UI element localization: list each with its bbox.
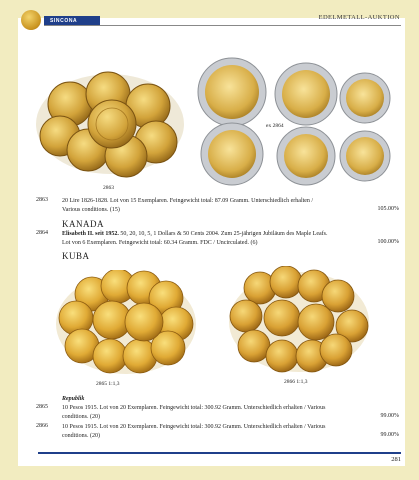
lot-2865-image-label: 2865 1:1,3: [96, 381, 120, 387]
lot-2865-coin-pile-image: [52, 270, 200, 376]
section-title-kuba: KUBA: [62, 251, 90, 261]
lot-2863-image-label: 2863: [103, 185, 114, 191]
lot-2865-number: 2865: [36, 404, 48, 410]
lot-2866-description-line2: conditions. (20): [62, 433, 100, 439]
page-frame-left: [0, 0, 18, 480]
lot-2865-description-line2: conditions. (20): [62, 414, 100, 420]
lot-2864-description-line1: [62, 230, 372, 239]
lot-2864-number: 2864: [36, 230, 48, 236]
lot-2866-percent: 99.00%: [380, 432, 399, 438]
lot-2864-maple-coins-image: [194, 56, 394, 186]
lot-2866-description-line1: 10 Pesos 1915. Lot von 20 Exemplaren. Feingewicht total: 300.92 Gramm. Unterschiedlich erhalten / Various: [62, 424, 326, 430]
lot-2865-description-line1: 10 Pesos 1915. Lot von 20 Exemplaren. Feingewicht total: 300.92 Gramm. Unterschiedlich erhalten / Various: [62, 405, 326, 411]
footer-divider: [38, 452, 401, 454]
lot-2865-percent: 99.00%: [380, 413, 399, 419]
lot-2863-percent: 105.00%: [377, 206, 399, 212]
brand-label: SINCONA: [44, 16, 100, 26]
lot-2866-number: 2866: [36, 423, 48, 429]
lot-2863-description-line2: Various conditions. (15): [62, 207, 120, 213]
page-frame-bottom: [0, 466, 419, 480]
page-number: 281: [391, 456, 401, 463]
lot-2866-image-label: 2866 1:1,3: [284, 379, 308, 385]
lot-2864-description-rest: 50, 20, 10, 5, 1 Dollars & 50 Cents 2004. Zum 25-jährigen Jubiläum des Maple Leafs.: [118, 231, 328, 237]
lot-2863-description-line1: 20 Lire 1826-1828. Lot von 15 Exemplaren. Feingewicht total: 87.09 Gramm. Unterschiedlich erhalten /: [62, 198, 314, 204]
lot-2863-number: 2863: [36, 197, 48, 203]
lot-2866-coin-pile-image: [226, 266, 372, 374]
lot-2864-description-line2: Lot von 6 Exemplaren. Feingewicht total: 60.34 Gramm. FDC / Uncirculated. (6): [62, 240, 258, 246]
lot-2864-percent: 100.00%: [377, 239, 399, 245]
header-divider: [44, 25, 401, 26]
lot-2863-coin-pile-image: [30, 64, 190, 180]
page-frame-right: [405, 0, 419, 480]
subsection-title-republik: Republik: [62, 396, 85, 402]
lot-2864-ruler: Elisabeth II. seit 1952.: [62, 231, 119, 237]
section-title-kanada: KANADA: [62, 219, 104, 229]
page-header-title: EDELMETALL-AUKTION: [318, 14, 400, 21]
lot-2864-image-label: ex 2864: [266, 123, 284, 129]
sincona-logo-icon: [21, 10, 41, 30]
